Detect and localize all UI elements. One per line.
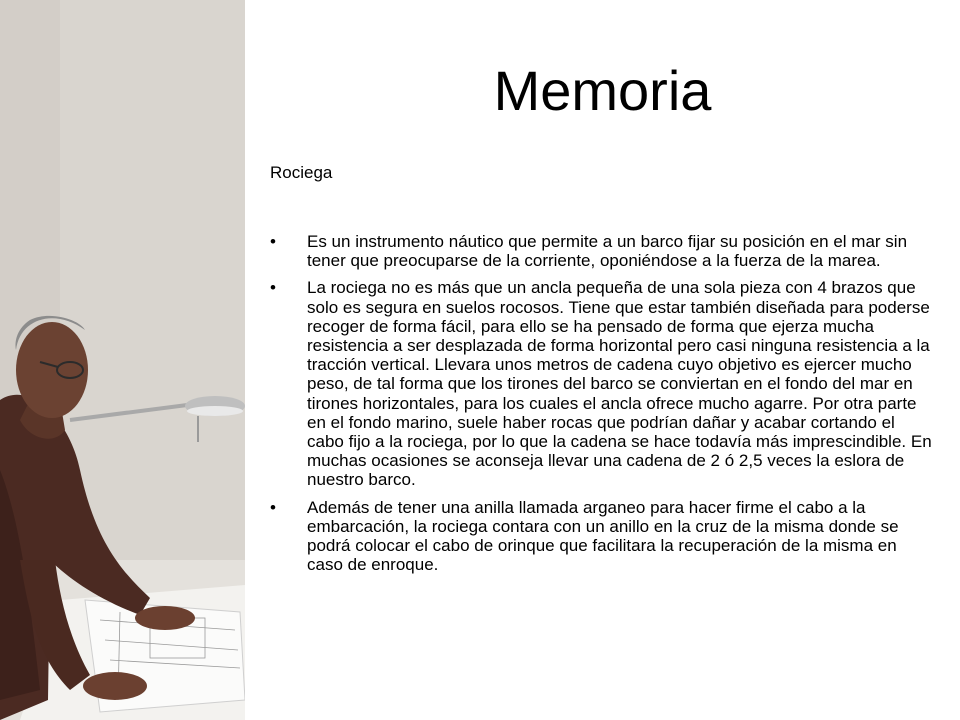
bullet-item bbox=[268, 232, 932, 270]
bullet-marker: • bbox=[270, 497, 276, 517]
bullet-marker: • bbox=[270, 278, 276, 298]
bullet-marker: • bbox=[270, 232, 276, 251]
bullet-list bbox=[268, 232, 932, 582]
man-at-drafting-table-photo bbox=[0, 0, 245, 720]
bullet-text: Además de tener una anilla llamada arganeo para hacer firme el cabo a la embarcación, la rociega contara con un anillo en la cruz de la misma donde se podrá colocar el cabo de orinque que facilitara la recuperación de la misma en caso de enroque. bbox=[307, 497, 899, 575]
bullet-text: La rociega no es más que un ancla pequeña de una sola pieza con 4 brazos que solo es segura en suelos rocosos. Tiene que estar también diseñada para poderse recoger de forma fácil, para ello se ha pensado de forma que ejerza mucha resistencia a ser desplazada de forma horizontal pero casi ninguna resistencia a la tracción vertical. Llevara unos metros de cadena cuyo objetivo es ejercer mucho peso, de tal forma que los tirones del barco se conviertan en el fondo del mar en tirones horizontales, para los cuales el ancla ofrece mucho agarre. Por otra parte en el fondo marino, suele haber rocas que podrían dañar y acabar cortando el cabo fijo a la rociega, por lo que la cadena se hace todavía más imprescindible. En muchas ocasiones se aconseja llevar una cadena de 2 ó 2,5 veces la eslora de nuestro barco. bbox=[307, 278, 932, 490]
bullet-text: Es un instrumento náutico que permite a un barco fijar su posición en el mar sin tener que preocuparse de la corriente, oponiéndose a la fuerza de la marea. bbox=[307, 232, 908, 271]
photo-illustration bbox=[0, 0, 245, 720]
slide-title: Memoria bbox=[493, 59, 712, 122]
bullet-item bbox=[268, 498, 932, 575]
section-subtitle: Rociega bbox=[270, 163, 333, 182]
bullet-item bbox=[268, 278, 932, 489]
